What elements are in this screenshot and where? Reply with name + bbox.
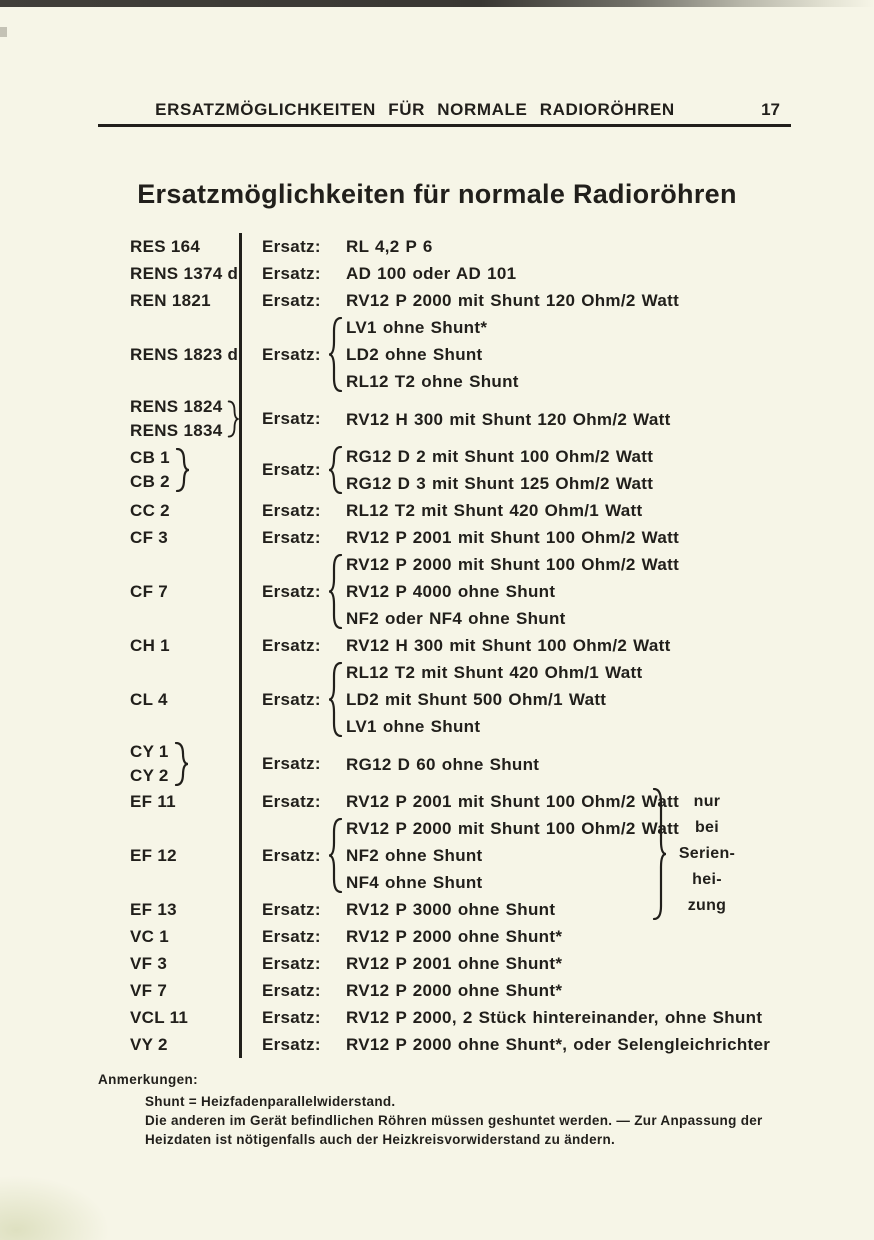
group-brace-slot xyxy=(326,446,343,494)
note-line: hei- xyxy=(692,871,722,888)
replacement-line: RV12 P 2000 ohne Shunt* xyxy=(346,981,563,1000)
tube-name: CL 4 xyxy=(130,689,168,709)
table-row xyxy=(100,977,774,1004)
replacement-line: RG12 D 3 mit Shunt 125 Ohm/2 Watt xyxy=(346,474,654,493)
table-row xyxy=(100,632,774,659)
tube-name: CH 1 xyxy=(130,635,170,655)
table-row xyxy=(100,260,774,287)
tube-cell xyxy=(100,343,240,367)
replacement-line: RV12 P 4000 ohne Shunt xyxy=(346,582,556,601)
tube-name: EF 11 xyxy=(130,791,176,811)
ersatz-label: Ersatz: xyxy=(262,953,321,973)
ersatz-label: Ersatz: xyxy=(262,527,321,547)
table-row xyxy=(100,395,774,443)
replacement-line: RV12 H 300 mit Shunt 120 Ohm/2 Watt xyxy=(346,409,671,429)
tube-name: CC 2 xyxy=(130,500,170,520)
replacement-line: LD2 ohne Shunt xyxy=(346,345,483,364)
replacement-line: RV12 P 2000 mit Shunt 100 Ohm/2 Watt xyxy=(346,555,680,574)
left-brace-icon xyxy=(328,818,343,893)
footnote-line: Die anderen im Gerät befindlichen Röhren müssen geshuntet werden. — Zur Anpassung der xyxy=(145,1113,763,1128)
replacement-line: RV12 P 2000 mit Shunt 120 Ohm/2 Watt xyxy=(346,291,680,310)
side-brace-holder xyxy=(652,788,667,920)
right-brace-icon xyxy=(175,448,190,492)
replacement-line: RV12 P 2000 mit Shunt 100 Ohm/2 Watt xyxy=(346,819,680,838)
tube-cell xyxy=(100,446,240,494)
tube-cell xyxy=(100,1033,240,1057)
replacement-line: RV12 P 2001 mit Shunt 100 Ohm/2 Watt xyxy=(346,792,680,811)
right-brace-icon xyxy=(174,742,189,786)
tube-cell xyxy=(100,790,240,814)
tube-cell xyxy=(100,634,240,658)
replacement-line: RL12 T2 mit Shunt 420 Ohm/1 Watt xyxy=(346,501,643,520)
ersatz-label: Ersatz: xyxy=(262,926,321,946)
group-brace-slot xyxy=(326,662,343,737)
tube-name: RENS 1823 d xyxy=(130,344,239,364)
tube-name: VF 7 xyxy=(130,980,168,1000)
note-line: zung xyxy=(687,897,727,914)
ersatz-label: Ersatz: xyxy=(262,791,321,811)
replacement-line: RG12 D 2 mit Shunt 100 Ohm/2 Watt xyxy=(346,447,654,466)
replacement-line: NF4 ohne Shunt xyxy=(346,873,483,892)
table-row xyxy=(100,551,774,632)
tube-cell xyxy=(100,526,240,550)
note-line: bei xyxy=(694,819,720,836)
tube-name: VCL 11 xyxy=(130,1007,189,1027)
replacement-line: RV12 H 300 mit Shunt 100 Ohm/2 Watt xyxy=(346,636,671,655)
tube-name: VY 2 xyxy=(130,1034,168,1054)
tube-name: CY 1 xyxy=(130,742,169,761)
ersatz-label: Ersatz: xyxy=(262,635,321,655)
replacement-line: RL 4,2 P 6 xyxy=(346,237,433,256)
tube-name: CF 7 xyxy=(130,581,169,601)
ersatz-label: Ersatz: xyxy=(262,290,321,310)
tube-name: CB 1 xyxy=(130,448,170,467)
tube-cell xyxy=(100,1006,240,1030)
replacement-line: RV12 P 2000 ohne Shunt*, oder Selengleichrichter xyxy=(346,1035,771,1054)
replacement-line: LD2 mit Shunt 500 Ohm/1 Watt xyxy=(346,690,607,709)
replacement-line: RV12 P 2001 ohne Shunt* xyxy=(346,954,563,973)
scan-corner-smudge xyxy=(0,1175,110,1240)
header-rule xyxy=(98,124,791,127)
table-row xyxy=(100,524,774,551)
table-row xyxy=(100,659,774,740)
ersatz-label: Ersatz: xyxy=(262,980,321,1000)
ersatz-label: Ersatz: xyxy=(262,754,321,773)
tube-name: VC 1 xyxy=(130,926,169,946)
footnote-line: Heizdaten ist nötigenfalls auch der Heizkreisvorwiderstand zu ändern. xyxy=(145,1132,616,1147)
tube-name: CB 2 xyxy=(130,472,170,491)
footnotes-body xyxy=(145,1092,808,1149)
left-brace-icon xyxy=(328,554,343,629)
tube-name: RENS 1374 d xyxy=(130,263,239,283)
table-row xyxy=(100,287,774,314)
tube-name: RENS 1834 xyxy=(130,421,223,440)
left-brace-icon xyxy=(328,446,343,494)
page-title: Ersatzmöglichkeiten für normale Radioröhren xyxy=(137,179,737,209)
ersatz-label: Ersatz: xyxy=(262,1007,321,1027)
table-row xyxy=(100,950,774,977)
replacement-line: RV12 P 2000 ohne Shunt* xyxy=(346,927,563,946)
tube-name: REN 1821 xyxy=(130,290,211,310)
tube-name: CF 3 xyxy=(130,527,169,547)
running-head-title: ERSATZMÖGLICHKEITEN FÜR NORMALE RADIORÖHREN xyxy=(155,100,675,119)
group-brace-slot xyxy=(326,317,343,392)
ersatz-label: Ersatz: xyxy=(262,581,321,601)
right-brace-icon-large xyxy=(652,788,667,920)
ersatz-label: Ersatz: xyxy=(262,263,321,283)
page-number: 17 xyxy=(761,100,780,119)
table-row xyxy=(100,443,774,497)
ersatz-label: Ersatz: xyxy=(262,236,321,256)
series-heating-note xyxy=(652,788,738,920)
table-row xyxy=(100,233,774,260)
replacement-line: RG12 D 60 ohne Shunt xyxy=(346,754,540,774)
running-head xyxy=(98,100,790,122)
note-line: Serien- xyxy=(678,845,736,862)
footnotes-heading: Anmerkungen: xyxy=(98,1072,199,1087)
tube-cell xyxy=(100,499,240,523)
tube-name: VF 3 xyxy=(130,953,168,973)
table-row xyxy=(100,923,774,950)
replacement-line: NF2 oder NF4 ohne Shunt xyxy=(346,609,566,628)
ersatz-label: Ersatz: xyxy=(262,845,321,865)
tube-cell xyxy=(100,740,240,788)
ersatz-label: Ersatz: xyxy=(262,689,321,709)
scan-edge-mark xyxy=(0,27,7,37)
replacement-table xyxy=(100,233,774,1058)
tube-cell xyxy=(100,289,240,313)
tube-cell xyxy=(100,580,240,604)
tube-cell xyxy=(100,235,240,259)
replacement-line: RV12 P 2000, 2 Stück hintereinander, ohne Shunt xyxy=(346,1008,763,1027)
table-row xyxy=(100,1031,774,1058)
tube-name: EF 13 xyxy=(130,899,177,919)
ersatz-label: Ersatz: xyxy=(262,344,321,364)
tube-cell xyxy=(100,979,240,1003)
replacement-line: RL12 T2 mit Shunt 420 Ohm/1 Watt xyxy=(346,663,643,682)
replacement-line: RV12 P 3000 ohne Shunt xyxy=(346,900,556,919)
group-brace-slot xyxy=(326,554,343,629)
series-heating-note-text xyxy=(676,789,738,919)
replacement-line: LV1 ohne Shunt xyxy=(346,717,481,736)
footnotes xyxy=(98,1072,808,1149)
tube-cell xyxy=(100,395,240,443)
tube-cell xyxy=(100,898,240,922)
table-row xyxy=(100,740,774,788)
tube-name: RENS 1824 xyxy=(130,397,223,416)
replacement-line: LV1 ohne Shunt* xyxy=(346,318,488,337)
ersatz-label: Ersatz: xyxy=(262,899,321,919)
tube-cell xyxy=(100,952,240,976)
tube-cell xyxy=(100,262,240,286)
scan-edge-band xyxy=(0,0,874,7)
ersatz-label: Ersatz: xyxy=(262,460,321,479)
table-row xyxy=(100,497,774,524)
left-brace-icon xyxy=(328,317,343,392)
tube-name: RES 164 xyxy=(130,236,201,256)
tube-cell xyxy=(100,844,240,868)
tube-name: EF 12 xyxy=(130,845,177,865)
column-divider xyxy=(239,233,242,1058)
note-line: nur xyxy=(693,793,721,810)
table-row xyxy=(100,314,774,395)
ersatz-label: Ersatz: xyxy=(262,1034,321,1054)
tube-name: CY 2 xyxy=(130,766,169,785)
replacement-line: NF2 ohne Shunt xyxy=(346,846,483,865)
ersatz-label: Ersatz: xyxy=(262,409,321,428)
replacement-line: AD 100 oder AD 101 xyxy=(346,264,517,283)
replacement-line: RV12 P 2001 mit Shunt 100 Ohm/2 Watt xyxy=(346,528,680,547)
tube-cell xyxy=(100,925,240,949)
replacement-line: RL12 T2 ohne Shunt xyxy=(346,372,519,391)
table-row xyxy=(100,1004,774,1031)
group-brace-slot xyxy=(326,818,343,893)
left-brace-icon xyxy=(328,662,343,737)
ersatz-label: Ersatz: xyxy=(262,500,321,520)
footnote-line: Shunt = Heizfadenparallelwiderstand. xyxy=(145,1094,396,1109)
tube-cell xyxy=(100,688,240,712)
